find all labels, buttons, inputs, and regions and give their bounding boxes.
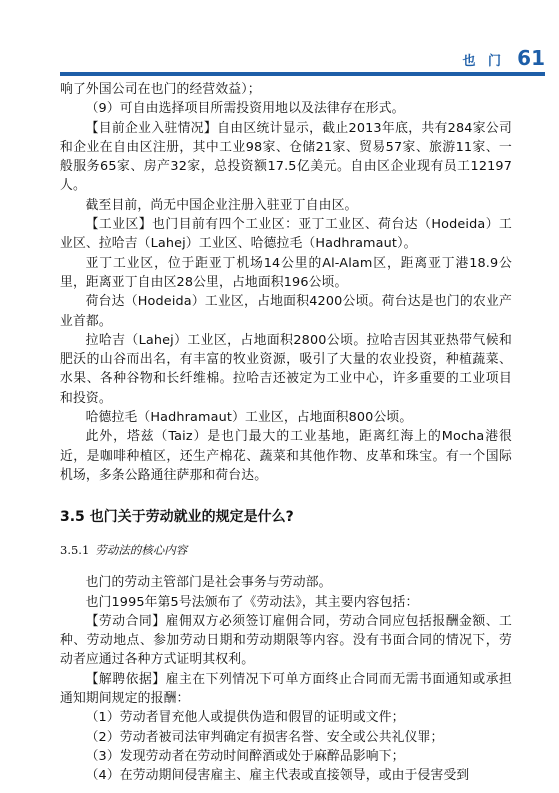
paragraph-continuation: 响了外国公司在也门的经营效益）； [60, 82, 261, 97]
page-header [0, 0, 559, 84]
page-number: 61 [517, 46, 545, 70]
subsection-number: 3.5.1 [60, 543, 90, 558]
list-item: （2）劳动者被司法审判确定有损害名誉、安全或公共礼仪罪； [85, 729, 444, 745]
paragraph-lahej-zone: 拉哈吉（Lahej）工业区，占地面积2800公顷。拉哈吉因其亚热带气候和肥沃的山谷而出名，有丰富的牧业资源，吸引了大量的农业投资，种植蔬菜、水果、各种谷物和长纤维棉。拉哈吉还被定为工业中心，许多重要的工业项目和投资。 [60, 332, 512, 406]
paragraph-no-chinese-enterprise: 截至目前，尚无中国企业注册入驻亚丁自由区。 [85, 197, 358, 213]
paragraph-aden-zone: 亚丁工业区，位于距亚丁机场14公里的Al-Alam区，距离亚丁港18.9公里，距离亚丁自由区28公里，占地面积196公顷。 [60, 255, 512, 290]
paragraph-labor-authority: 也门的劳动主管部门是社会事务与劳动部。 [85, 575, 332, 591]
header-rule [60, 72, 545, 76]
subsection-title: 劳动法的核心内容 [95, 543, 188, 558]
paragraph-taiz: 此外，塔兹（Taiz）是也门最大的工业基地，距离红海上的Mocha港很近，是咖啡种植区，还生产棉花、蔬菜和其他作物、皮革和珠宝。有一个国际机场，多条公路通往萨那和荷台达。 [60, 429, 512, 483]
list-item: （3）发现劳动者在劳动时间醉酒或处于麻醉品影响下； [85, 748, 405, 764]
paragraph-labor-contract: 【劳动合同】雇佣双方必须签订雇佣合同，劳动合同应包括报酬金额、工种、劳动地点、参加劳动日期和劳动期限等内容。没有书面合同的情况下，劳动者应通过各种方式证明其权利。 [60, 613, 512, 668]
paragraph-dismissal-basis: 【解聘依据】雇主在下列情况下可单方面终止合同而无需书面通知或承担通知期间规定的报酬： [60, 671, 512, 707]
list-item: （4）在劳动期间侵害雇主、雇主代表或直接领导，或由于侵害受到 [85, 768, 470, 784]
section-title: 也门关于劳动就业的规定是什么? [89, 509, 294, 526]
paragraph-labor-law: 也门1995年第5号法颁布了《劳动法》，其主要内容包括： [85, 594, 419, 610]
list-item-9: （9）可自由选择项目所需投资用地以及法律存在形式。 [85, 101, 405, 117]
paragraph-hodeida-zone: 荷台达（Hodeida）工业区，占地面积4200公顷。荷台达是也门的农业产业首都。 [60, 294, 512, 329]
paragraph-industrial-zones: 【工业区】也门目前有四个工业区：亚丁工业区、荷台达（Hodeida）工业区、拉哈吉（Lahej）工业区、哈德拉毛（Hadhramaut）。 [60, 217, 512, 252]
section-number: 3.5 [60, 509, 85, 526]
page-body [60, 80, 512, 786]
list-item: （1）劳动者冒充他人或提供伪造和假冒的证明或文件； [85, 710, 405, 726]
paragraph-enterprise-status: 【目前企业入驻情况】自由区统计显示，截止2013年底，共有284家公司和企业在自由区注册，其中工业98家、仓储21家、贸易57家、旅游11家、一般服务65家、房产32家，总投资额17.5亿美元。自由区企业现有员工12197人。 [60, 120, 512, 194]
running-title: 也 门 [462, 54, 505, 69]
paragraph-hadhramaut-zone: 哈德拉毛（Hadhramaut）工业区，占地面积800公顷。 [85, 410, 413, 426]
section-heading [60, 507, 512, 527]
subsection-heading [60, 541, 512, 559]
